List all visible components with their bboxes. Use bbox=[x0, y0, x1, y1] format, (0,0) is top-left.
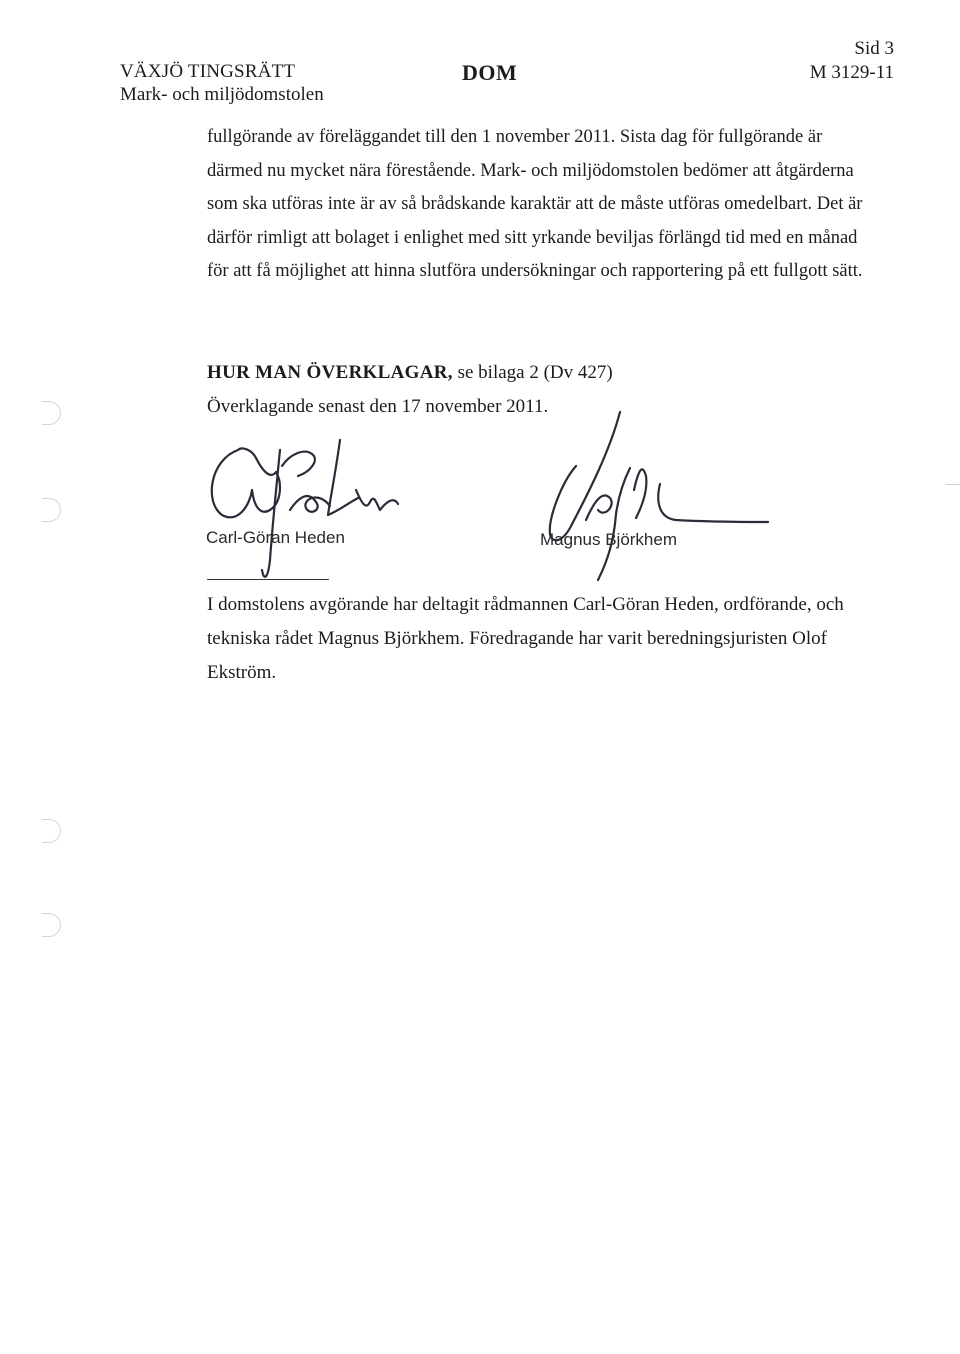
signature-1-stroke bbox=[328, 440, 358, 515]
punch-hole-mark bbox=[42, 913, 61, 937]
page-number: Sid 3 bbox=[854, 38, 894, 59]
document-type: DOM bbox=[462, 60, 518, 85]
signature-1-stroke bbox=[262, 450, 280, 577]
signature-2-stroke bbox=[634, 469, 646, 518]
appeal-reference: se bilaga 2 (Dv 427) bbox=[452, 362, 613, 383]
body-paragraph: fullgörande av föreläggandet till den 1 november 2011. Sista dag för fullgörande är därmed nu mycket nära förestående. Mark- och miljödomstolen bedömer att åtgärderna som ska utföras inte är av så brådskande karaktär att de måste utföras omedelbart. Det är därför rimligt att bolaget i enlighet med sitt yrkande beviljas förlängd tid med en månad för att få möjlighet att hinna slutföra undersökningar och rapportering på ett fullgott sätt. bbox=[207, 127, 863, 281]
signature-2-stroke bbox=[598, 468, 630, 580]
signature-1-stroke bbox=[212, 448, 280, 517]
signature-1-stroke bbox=[282, 452, 315, 476]
case-number: M 3129-11 bbox=[809, 62, 894, 83]
participants-paragraph: I domstolens avgörande har deltagit rådmannen Carl-Göran Heden, ordförande, och tekniska rådet Magnus Björkhem. Föredragande har varit beredningsjuristen Olof Ekström. bbox=[207, 594, 844, 683]
punch-hole-mark bbox=[42, 498, 61, 522]
punch-hole-mark bbox=[42, 401, 61, 425]
court-name: VÄXJÖ TINGSRÄTT bbox=[120, 61, 296, 82]
edge-mark bbox=[946, 484, 960, 485]
appeal-deadline: Överklagande senast den 17 november 2011. bbox=[207, 396, 549, 417]
appeal-heading: HUR MAN ÖVERKLAGAR, bbox=[207, 362, 453, 383]
signatory-name-1: Carl-Göran Heden bbox=[206, 528, 345, 547]
signature-2-stroke bbox=[550, 412, 620, 540]
punch-hole-mark bbox=[42, 819, 61, 843]
signature-separator-line bbox=[207, 579, 329, 580]
signature-1-stroke bbox=[356, 490, 398, 510]
signature-2-stroke bbox=[586, 495, 612, 520]
appeal-instructions bbox=[207, 356, 867, 389]
handwritten-signatures bbox=[190, 410, 780, 600]
signatory-name-2: Magnus Björkhem bbox=[540, 530, 678, 549]
signature-2-stroke bbox=[658, 484, 768, 522]
court-department: Mark- och miljödomstolen bbox=[120, 84, 324, 105]
signature-1-stroke bbox=[290, 496, 330, 512]
